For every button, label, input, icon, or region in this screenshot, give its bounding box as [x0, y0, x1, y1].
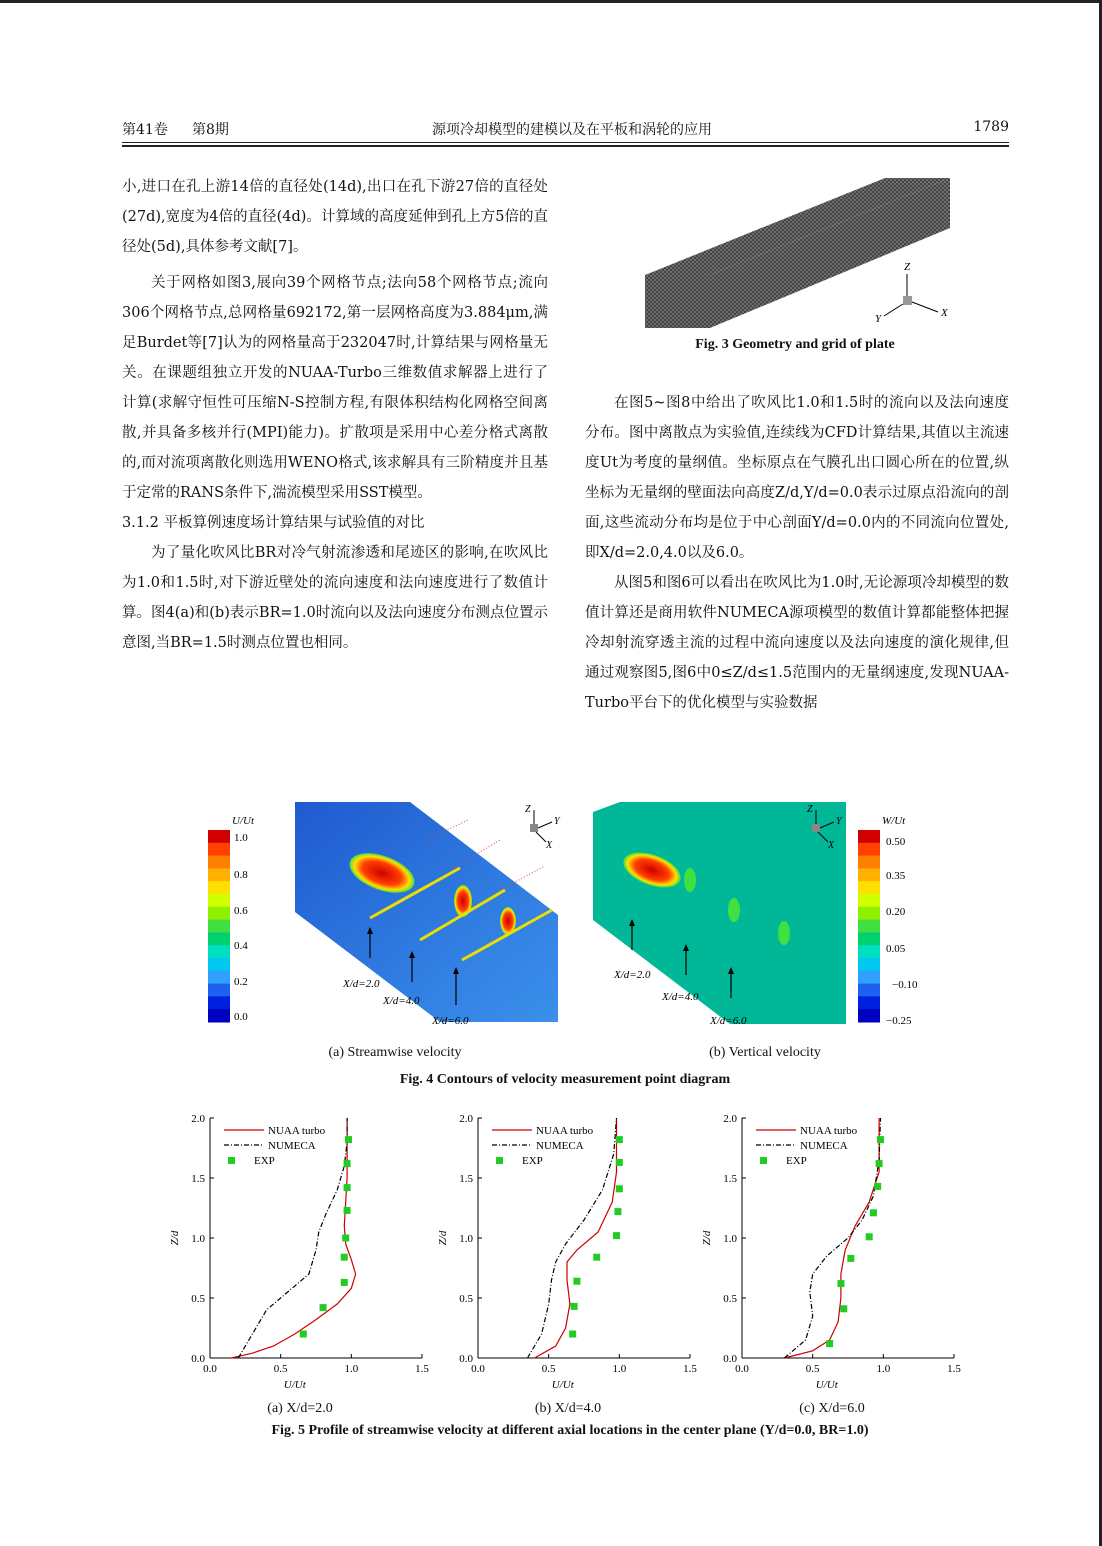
exp-point	[344, 1184, 351, 1191]
colorbar-swatch	[208, 932, 230, 945]
colorbar-a	[208, 815, 255, 1023]
fig4b-label: X/d=6.0	[710, 1015, 747, 1027]
exp-point	[837, 1280, 844, 1287]
x-tick-label: 1.5	[415, 1363, 429, 1375]
colorbar-b-title: W/Ut	[882, 815, 906, 827]
contour-plate-a	[295, 802, 558, 1027]
colorbar-swatch	[208, 868, 230, 881]
colorbar-swatch	[858, 894, 880, 907]
y-tick-label: 1.0	[723, 1233, 737, 1245]
series-line-numeca	[528, 1118, 617, 1358]
x-tick-label: 0.0	[471, 1363, 485, 1375]
exp-point	[826, 1340, 833, 1347]
y-tick-label: 1.0	[459, 1233, 473, 1245]
paragraph-2: 关于网格如图3,展向39个网格节点;法向58个网格节点;流向306个网格节点,总网格量692172,第一层网格高度为3.884μm,满足Burdet等[7]认为的网格量高于232047时,计算结果与网格量无关。在课题组独立开发的NUAA-Turbo三维数值求解器上进行了计算(求解守恒性可压缩N-S控制方程,有限体积结构化网格空间离散,并具备多核并行(MPI)能力)。扩散项是采用中心差分格式离散的,而对流项离散化则选用WENO格式,该求解具有三阶精度并且基于定常的RANS条件下,湍流模型采用SST模型。	[122, 275, 548, 501]
fig5-panel-2	[437, 1113, 697, 1391]
fig4a-label: X/d=6.0	[432, 1015, 469, 1027]
colorbar-swatch	[208, 984, 230, 997]
exp-point	[866, 1233, 873, 1240]
cbar-a-tick: 0.4	[234, 940, 248, 952]
exp-point	[573, 1278, 580, 1285]
colorbar-swatch	[858, 971, 880, 984]
colorbar-swatch	[858, 868, 880, 881]
y-tick-label: 0.5	[723, 1293, 737, 1305]
legend-label: NUAA turbo	[268, 1125, 326, 1137]
svg-text:Y: Y	[554, 816, 560, 827]
fig4b-subcaption: (b) Vertical velocity	[709, 1045, 821, 1060]
exp-point	[569, 1331, 576, 1338]
series-line-nuaa-turbo	[535, 1118, 617, 1358]
exp-point	[613, 1232, 620, 1239]
fig3-geometry-grid	[635, 170, 975, 330]
exp-point	[341, 1254, 348, 1261]
cbar-b-tick: 0.05	[886, 943, 906, 955]
cbar-a-tick: 1.0	[234, 832, 248, 844]
exp-point	[571, 1303, 578, 1310]
x-tick-label: 0.0	[735, 1363, 749, 1375]
colorbar-swatch	[858, 907, 880, 920]
exp-point	[345, 1136, 352, 1143]
svg-text:Z: Z	[525, 804, 531, 815]
svg-text:X: X	[828, 840, 835, 851]
legend-swatch-exp	[496, 1157, 503, 1164]
exp-point	[847, 1255, 854, 1262]
fig5-profiles	[160, 1100, 980, 1400]
y-tick-label: 1.5	[459, 1173, 473, 1185]
grid-front-face	[645, 275, 710, 328]
fig5c-subcaption: (c) X/d=6.0	[799, 1401, 865, 1416]
exp-point	[300, 1331, 307, 1338]
fig3-axis-y: Y	[875, 313, 882, 325]
colorbar-swatch	[208, 907, 230, 920]
exp-point	[876, 1160, 883, 1167]
y-tick-label: 0.0	[459, 1353, 473, 1365]
fig3-axis-x: X	[941, 307, 948, 319]
y-tick-label: 0.0	[191, 1353, 205, 1365]
legend-label: EXP	[522, 1155, 543, 1167]
colorbar-swatch	[208, 971, 230, 984]
cbar-b-tick: −0.10	[892, 979, 918, 991]
fig4b-label: X/d=2.0	[614, 969, 651, 981]
series-line-numeca	[238, 1118, 347, 1358]
fig4a-label: X/d=4.0	[383, 995, 420, 1007]
colorbar-a-title: U/Ut	[232, 815, 254, 827]
fig4a-label: X/d=2.0	[343, 978, 380, 990]
legend-label: NUMECA	[800, 1140, 848, 1152]
legend-label: EXP	[254, 1155, 275, 1167]
header-rule	[122, 142, 1009, 143]
header-rule-thick	[122, 145, 1009, 147]
series-line-nuaa-turbo	[231, 1118, 355, 1358]
colorbar-swatch	[858, 932, 880, 945]
cbar-b-tick: −0.25	[886, 1015, 912, 1027]
colorbar-swatch	[208, 996, 230, 1009]
exp-point	[616, 1159, 623, 1166]
fig4a-subcaption: (a) Streamwise velocity	[328, 1045, 462, 1060]
colorbar-swatch	[858, 843, 880, 856]
colorbar-swatch	[208, 843, 230, 856]
header-title: 源项冷却模型的建模以及在平板和涡轮的应用	[432, 122, 712, 138]
fig5-panel-1	[169, 1113, 429, 1391]
colorbar-swatch	[208, 1009, 230, 1022]
colorbar-swatch	[858, 881, 880, 894]
x-tick-label: 1.5	[947, 1363, 961, 1375]
fig4b-label: X/d=4.0	[662, 991, 699, 1003]
x-tick-label: 1.0	[344, 1363, 359, 1375]
legend-label: EXP	[786, 1155, 807, 1167]
page-border-top	[0, 0, 1102, 3]
colorbar-swatch	[858, 996, 880, 1009]
colorbar-swatch	[858, 856, 880, 869]
exp-point	[877, 1136, 884, 1143]
y-tick-label: 0.5	[459, 1293, 473, 1305]
series-line-nuaa-turbo	[784, 1118, 879, 1358]
exp-point	[593, 1254, 600, 1261]
y-tick-label: 2.0	[459, 1113, 473, 1125]
colorbar-swatch	[858, 945, 880, 958]
colorbar-swatch	[208, 856, 230, 869]
contour-plate-b	[593, 802, 846, 1027]
cbar-b-tick: 0.35	[886, 870, 906, 882]
paragraph-4: 在图5~图8中给出了吹风比1.0和1.5时的流向以及法向速度分布。图中离散点为实验值,连续线为CFD计算结果,其值以主流速度Ut为考度的量纲值。坐标原点在气膜孔出口圆心所在的位置,纵坐标为无量纲的壁面法向高度Z/d,Y/d=0.0表示过原点沿流向的剖面,这些流动分布均是位于中心剖面Y/d=0.0内的不同流向位置处,即X/d=2.0,4.0以及6.0。	[585, 395, 1009, 561]
fig3-axis-z: Z	[904, 261, 911, 273]
cbar-a-tick: 0.6	[234, 905, 248, 917]
y-tick-label: 2.0	[191, 1113, 205, 1125]
fig5a-subcaption: (a) X/d=2.0	[267, 1401, 333, 1416]
legend-swatch-exp	[760, 1157, 767, 1164]
right-column	[585, 388, 1009, 718]
svg-text:X: X	[546, 840, 553, 851]
colorbar-swatch	[858, 920, 880, 933]
y-tick-label: 1.5	[723, 1173, 737, 1185]
svg-text:Z: Z	[807, 804, 813, 815]
colorbar-swatch	[208, 830, 230, 843]
legend-label: NUMECA	[268, 1140, 316, 1152]
y-tick-label: 1.0	[191, 1233, 205, 1245]
exp-point	[870, 1209, 877, 1216]
header-issue: 第8期	[192, 122, 229, 138]
section-heading-3-1-2: 3.1.2 平板算例速度场计算结果与试验值的对比	[122, 515, 425, 531]
exp-point	[614, 1208, 621, 1215]
exp-point	[616, 1136, 623, 1143]
y-axis-label: Z/d	[701, 1230, 713, 1246]
exp-point	[320, 1304, 327, 1311]
svg-text:Y: Y	[836, 816, 842, 827]
fig3-caption: Fig. 3 Geometry and grid of plate	[695, 337, 895, 352]
colorbar-swatch	[858, 1009, 880, 1022]
exp-point	[341, 1279, 348, 1286]
cbar-a-tick: 0.2	[234, 976, 248, 988]
x-tick-label: 1.0	[876, 1363, 891, 1375]
fig5-caption: Fig. 5 Profile of streamwise velocity at different axial locations in the center plane (Y/d=0.0, BR=1.0)	[271, 1423, 869, 1438]
x-tick-label: 0.5	[805, 1363, 820, 1375]
colorbar-swatch	[208, 894, 230, 907]
cbar-a-tick: 0.0	[234, 1011, 248, 1023]
fig5b-subcaption: (b) X/d=4.0	[534, 1401, 602, 1416]
fig4-caption: Fig. 4 Contours of velocity measurement point diagram	[399, 1072, 731, 1087]
colorbar-swatch	[208, 920, 230, 933]
left-column	[122, 172, 548, 658]
colorbar-swatch	[208, 945, 230, 958]
fig4-contours	[200, 800, 920, 1040]
x-axis-label: U/Ut	[551, 1379, 574, 1391]
exp-point	[616, 1185, 623, 1192]
colorbar-swatch	[858, 958, 880, 971]
colorbar-swatch	[858, 984, 880, 997]
exp-point	[874, 1183, 881, 1190]
legend-label: NUMECA	[536, 1140, 584, 1152]
y-tick-label: 1.5	[191, 1173, 205, 1185]
x-tick-label: 1.0	[612, 1363, 627, 1375]
y-tick-label: 0.5	[191, 1293, 205, 1305]
y-tick-label: 2.0	[723, 1113, 737, 1125]
x-tick-label: 1.5	[683, 1363, 697, 1375]
exp-point	[342, 1235, 349, 1242]
y-tick-label: 0.0	[723, 1353, 737, 1365]
cbar-b-tick: 0.50	[886, 836, 906, 848]
paragraph-5: 从图5和图6可以看出在吹风比为1.0时,无论源项冷却模型的数值计算还是商用软件NUMECA源项模型的数值计算都能整体把握冷却射流穿透主流的过程中流向速度以及法向速度的演化规律,但通过观察图5,图6中0≤Z/d≤1.5范围内的无量纲速度,发现NUAA-Turbo平台下的优化模型与实验数据	[585, 575, 1009, 711]
x-tick-label: 0.5	[541, 1363, 556, 1375]
fig3-axis-triad	[875, 261, 949, 325]
exp-point	[344, 1207, 351, 1214]
fig5-panel-3	[701, 1113, 961, 1391]
fig4a-axis-triad	[525, 804, 561, 851]
header-volume: 第41卷	[122, 122, 168, 138]
colorbar-swatch	[208, 958, 230, 971]
legend-swatch-exp	[228, 1157, 235, 1164]
exp-point	[840, 1305, 847, 1312]
cbar-b-tick: 0.20	[886, 906, 906, 918]
legend-label: NUAA turbo	[536, 1125, 594, 1137]
header-page-number: 1789	[973, 119, 1009, 135]
paragraph-1: 小,进口在孔上游14倍的直径处(14d),出口在孔下游27倍的直径处(27d),宽度为4倍的直径(4d)。计算域的高度延伸到孔上方5倍的直径处(5d),具体参考文献[7]。	[122, 179, 548, 255]
colorbar-swatch	[208, 881, 230, 894]
y-axis-label: Z/d	[169, 1230, 181, 1246]
cbar-a-tick: 0.8	[234, 869, 248, 881]
exp-point	[344, 1160, 351, 1167]
paragraph-3: 为了量化吹风比BR对冷气射流渗透和尾迹区的影响,在吹风比为1.0和1.5时,对下游近壁处的流向速度和法向速度进行了数值计算。图4(a)和(b)表示BR=1.0时流向以及法向速度分布测点位置示意图,当BR=1.5时测点位置也相同。	[122, 545, 548, 651]
x-tick-label: 0.0	[203, 1363, 217, 1375]
colorbar-swatch	[858, 830, 880, 843]
x-axis-label: U/Ut	[283, 1379, 306, 1391]
x-tick-label: 0.5	[273, 1363, 288, 1375]
colorbar-b	[858, 815, 918, 1027]
y-axis-label: Z/d	[437, 1230, 449, 1246]
x-axis-label: U/Ut	[815, 1379, 838, 1391]
legend-label: NUAA turbo	[800, 1125, 858, 1137]
